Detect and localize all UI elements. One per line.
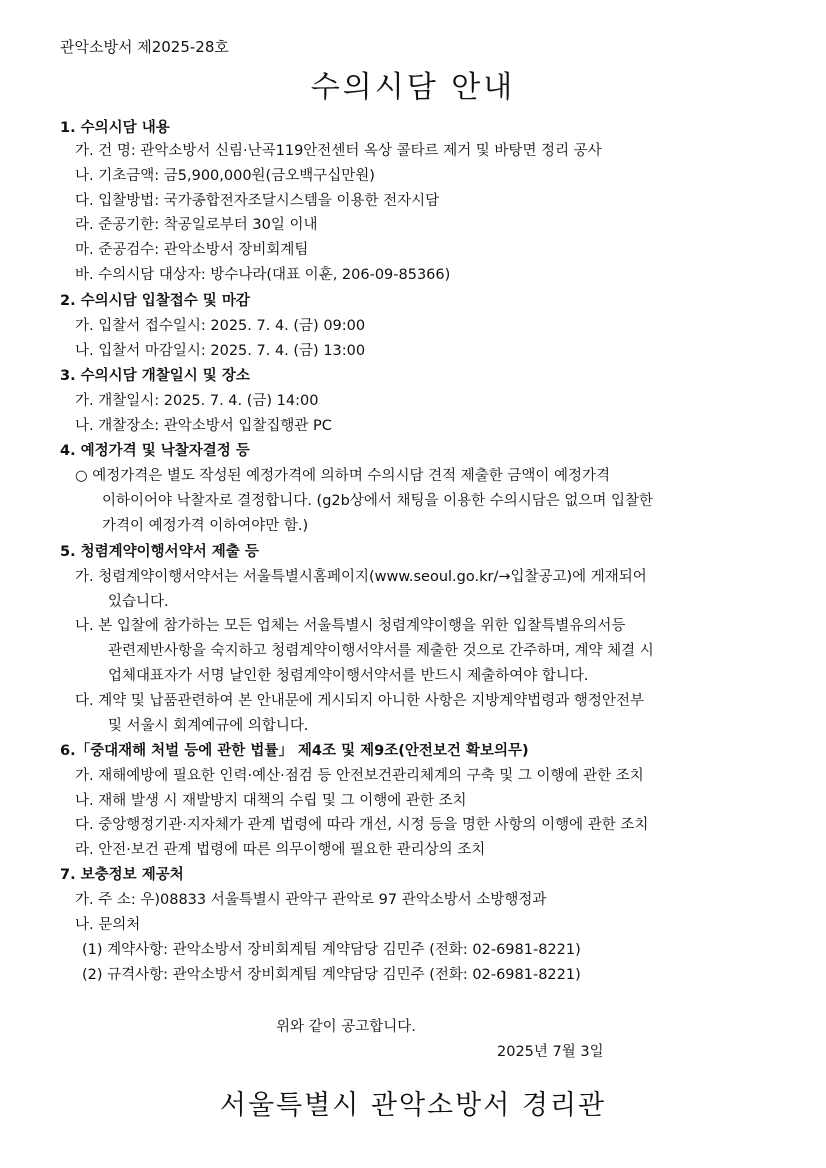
section-7-contact-1: (1) 계약사항: 관악소방서 장비회계팀 계약담당 김민주 (전화: 02-6981-8221) [82,942,581,958]
section-2-item-a: 가. 입찰서 접수일시: 2025. 7. 4. (금) 09:00 [75,318,366,334]
section-1-heading: 1. 수의시담 내용 [60,120,170,136]
section-4-line-3: 가격이 예정가격 이하여야만 함.) [102,518,309,534]
closing-statement: 위와 같이 공고합니다. [276,1019,416,1035]
document-number: 관악소방서 제2025-28호 [60,38,229,56]
section-5-item-c-line-1: 다. 계약 및 납품관련하여 본 안내문에 게시되지 아니한 사항은 지방계약법령과 행정안전부 [75,693,644,709]
section-5-item-a-line-2: 있습니다. [108,594,169,610]
issue-date: 2025년 7월 3일 [497,1044,604,1060]
section-4-line-2: 이하이어야 낙찰자로 결정합니다. (g2b상에서 채팅을 이용한 수의시담은 없으며 입찰한 [102,493,654,509]
section-6-item-d: 라. 안전·보건 관계 법령에 따른 의무이행에 필요한 관리상의 조치 [75,842,486,858]
section-7-item-b: 나. 문의처 [75,917,141,933]
section-7-contact-2: (2) 규격사항: 관악소방서 장비회계팀 계약담당 김민주 (전화: 02-6981-8221) [82,967,581,983]
section-1-item-a: 가. 건 명: 관악소방서 신림·난곡119안전센터 옥상 콜타르 제거 및 바탕면 정리 공사 [75,143,602,159]
section-3-heading: 3. 수의시담 개찰일시 및 장소 [60,368,250,384]
section-1-item-e: 마. 준공검수: 관악소방서 장비회계팀 [75,242,309,258]
document-title: 수의시담 안내 [310,70,516,105]
section-5-item-b-line-1: 나. 본 입찰에 참가하는 모든 업체는 서울특별시 청렴계약이행을 위한 입찰특별유의서등 [75,618,626,634]
section-2-item-b: 나. 입찰서 마감일시: 2025. 7. 4. (금) 13:00 [75,343,366,359]
section-4-heading: 4. 예정가격 및 낙찰자결정 등 [60,443,250,459]
section-1-item-f: 바. 수의시담 대상자: 방수나라(대표 이훈, 206-09-85366) [75,267,451,283]
section-7-heading: 7. 보충정보 제공처 [60,867,184,883]
section-3-item-b: 나. 개찰장소: 관악소방서 입찰집행관 PC [75,418,332,434]
section-3-item-a: 가. 개찰일시: 2025. 7. 4. (금) 14:00 [75,393,319,409]
section-5-heading: 5. 청렴계약이행서약서 제출 등 [60,544,259,560]
section-2-heading: 2. 수의시담 입찰접수 및 마감 [60,293,250,309]
section-5-item-a-line-1: 가. 청렴계약이행서약서는 서울특별시홈페이지(www.seoul.go.kr/→입찰공고)에 게재되어 [75,569,647,585]
section-6-item-b: 나. 재해 발생 시 재발방지 대책의 수립 및 그 이행에 관한 조치 [75,793,467,809]
section-6-item-c: 다. 중앙행정기관·지자체가 관계 법령에 따라 개선, 시정 등을 명한 사항의 이행에 관한 조치 [75,817,649,833]
section-6-heading: 6.「중대재해 처벌 등에 관한 법률」 제4조 및 제9조(안전보건 확보의무) [60,743,529,759]
section-5-item-b-line-2: 관련제반사항을 숙지하고 청렴계약이행서약서를 제출한 것으로 간주하며, 계약 체결 시 [108,643,654,659]
section-4-line-1: ○ 예정가격은 별도 작성된 예정가격에 의하며 수의시담 견적 제출한 금액이 예정가격 [75,468,610,484]
section-1-item-b: 나. 기초금액: 금5,900,000원(금오백구십만원) [75,168,375,184]
section-6-item-a: 가. 재해예방에 필요한 인력·예산·점검 등 안전보건관리체계의 구축 및 그 이행에 관한 조치 [75,768,644,784]
section-1-item-d: 라. 준공기한: 착공일로부터 30일 이내 [75,217,318,233]
signer-title: 서울특별시 관악소방서 경리관 [219,1090,607,1121]
section-7-item-a: 가. 주 소: 우)08833 서울특별시 관악구 관악로 97 관악소방서 소방행정과 [75,892,547,908]
section-5-item-b-line-3: 업체대표자가 서명 날인한 청렴계약이행서약서를 반드시 제출하여야 합니다. [108,668,589,684]
section-5-item-c-line-2: 및 서울시 회계예규에 의합니다. [108,718,309,734]
section-1-item-c: 다. 입찰방법: 국가종합전자조달시스템을 이용한 전자시담 [75,193,440,209]
